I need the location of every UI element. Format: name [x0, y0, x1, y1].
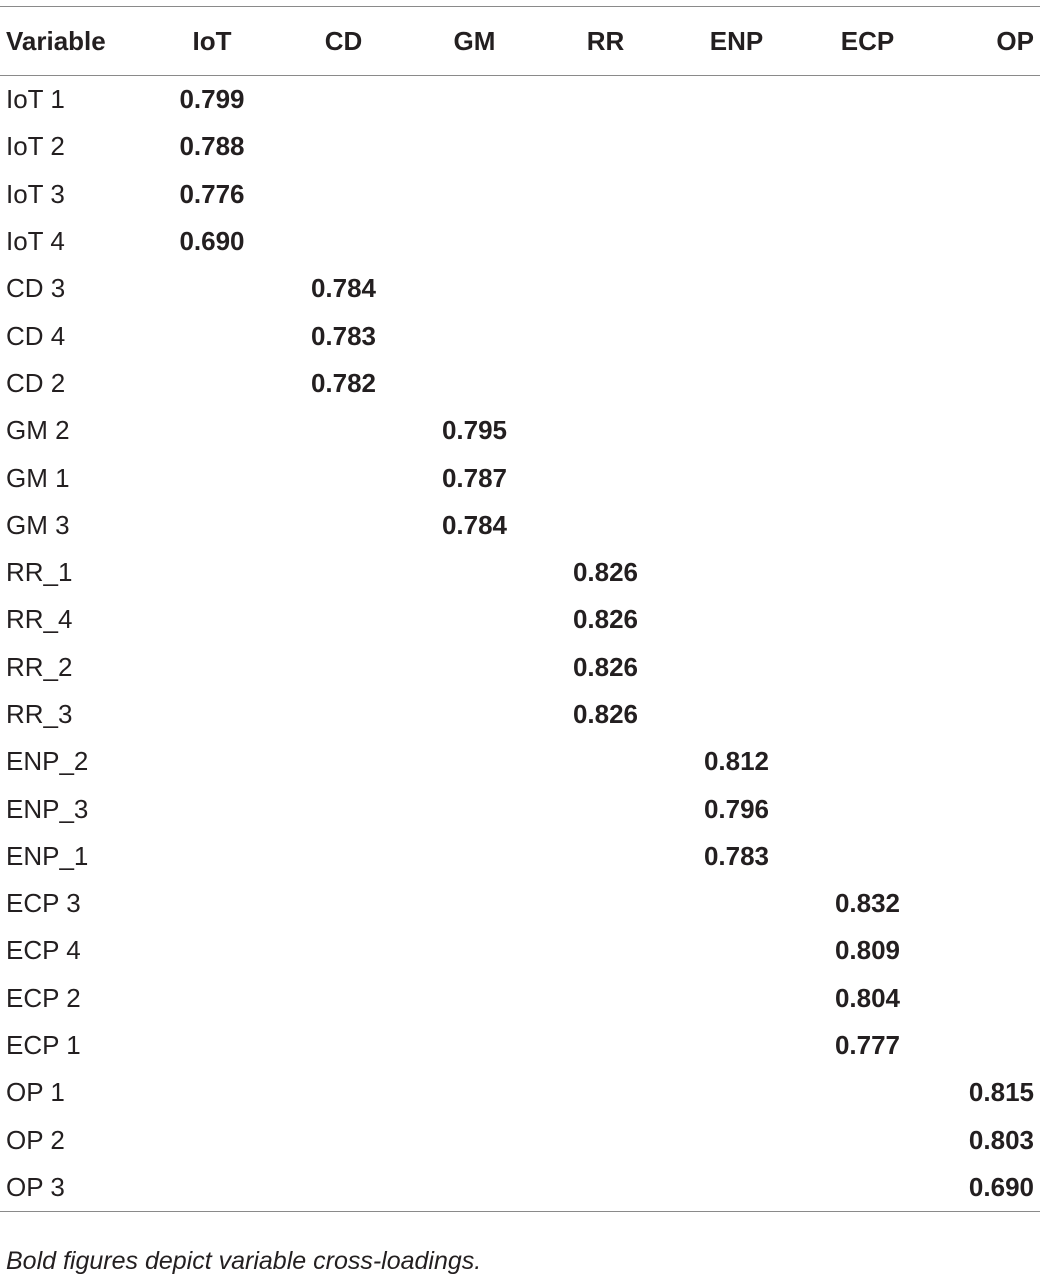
- empty-cell: [802, 1117, 933, 1164]
- empty-cell: [802, 691, 933, 738]
- loading-value: 0.690: [179, 226, 245, 257]
- empty-cell: [146, 1022, 278, 1069]
- loading-value: 0.782: [310, 367, 377, 398]
- empty-cell: [933, 454, 1040, 501]
- empty-cell: [933, 691, 1040, 738]
- empty-cell: [802, 596, 933, 643]
- empty-cell: [146, 1117, 278, 1164]
- empty-cell: [409, 927, 540, 974]
- empty-cell: [933, 596, 1040, 643]
- row-label: CD 2: [6, 367, 66, 398]
- empty-cell: [671, 927, 802, 974]
- empty-cell: [409, 596, 540, 643]
- empty-cell: [278, 927, 409, 974]
- table-row: [0, 1117, 1040, 1164]
- empty-cell: [671, 265, 802, 312]
- empty-cell: [540, 1117, 671, 1164]
- header-gm: GM: [453, 25, 496, 56]
- empty-cell: [933, 76, 1040, 124]
- empty-cell: [933, 265, 1040, 312]
- empty-cell: [146, 785, 278, 832]
- row-label: RR_2: [6, 651, 73, 682]
- empty-cell: [933, 502, 1040, 549]
- empty-cell: [802, 738, 933, 785]
- row-label: ECP 4: [6, 935, 81, 966]
- header-enp: ENP: [709, 25, 764, 56]
- empty-cell: [540, 218, 671, 265]
- empty-cell: [278, 549, 409, 596]
- loading-value: 0.788: [179, 131, 245, 162]
- empty-cell: [278, 76, 409, 124]
- table-row: [0, 218, 1040, 265]
- row-label: IoT 3: [6, 178, 65, 209]
- empty-cell: [540, 454, 671, 501]
- empty-cell: [671, 1022, 802, 1069]
- loading-value: 0.826: [572, 699, 639, 729]
- row-label: CD 4: [6, 320, 66, 351]
- empty-cell: [802, 644, 933, 691]
- empty-cell: [409, 1022, 540, 1069]
- table-row: [0, 549, 1040, 596]
- table-row: [0, 123, 1040, 170]
- table-row: [0, 927, 1040, 974]
- empty-cell: [540, 880, 671, 927]
- empty-cell: [540, 265, 671, 312]
- table-row: [0, 502, 1040, 549]
- empty-cell: [278, 1069, 409, 1116]
- empty-cell: [409, 880, 540, 927]
- empty-cell: [802, 1164, 933, 1212]
- row-label: OP 3: [6, 1171, 65, 1202]
- empty-cell: [409, 833, 540, 880]
- row-label: OP 1: [6, 1077, 65, 1108]
- empty-cell: [540, 407, 671, 454]
- empty-cell: [671, 880, 802, 927]
- empty-cell: [802, 454, 933, 501]
- row-label: ECP 1: [6, 1030, 81, 1061]
- table-row: [0, 265, 1040, 312]
- empty-cell: [933, 360, 1040, 407]
- empty-cell: [540, 123, 671, 170]
- empty-cell: [409, 975, 540, 1022]
- empty-cell: [671, 76, 802, 124]
- table-row: [0, 360, 1040, 407]
- loading-value: 0.787: [441, 462, 508, 493]
- empty-cell: [278, 975, 409, 1022]
- empty-cell: [409, 76, 540, 124]
- table-row: [0, 880, 1040, 927]
- loading-value: 0.777: [834, 1030, 901, 1061]
- loading-value: 0.796: [703, 793, 770, 824]
- row-label: RR_1: [6, 557, 73, 588]
- empty-cell: [146, 1069, 278, 1116]
- row-label: IoT 2: [6, 131, 65, 162]
- empty-cell: [146, 644, 278, 691]
- empty-cell: [540, 502, 671, 549]
- empty-cell: [540, 1069, 671, 1116]
- loading-value: 0.783: [310, 320, 377, 351]
- empty-cell: [146, 833, 278, 880]
- cross-loadings-table: [0, 6, 1040, 1212]
- empty-cell: [933, 171, 1040, 218]
- empty-cell: [146, 502, 278, 549]
- empty-cell: [278, 691, 409, 738]
- empty-cell: [671, 171, 802, 218]
- empty-cell: [802, 218, 933, 265]
- empty-cell: [146, 407, 278, 454]
- row-label: IoT 1: [6, 84, 65, 115]
- header-op: OP: [996, 25, 1034, 56]
- empty-cell: [671, 596, 802, 643]
- empty-cell: [671, 502, 802, 549]
- empty-cell: [540, 975, 671, 1022]
- loading-value: 0.795: [441, 415, 508, 446]
- table-row: [0, 691, 1040, 738]
- empty-cell: [278, 1117, 409, 1164]
- loading-value: 0.776: [179, 178, 245, 209]
- table-row: [0, 785, 1040, 832]
- empty-cell: [409, 644, 540, 691]
- empty-cell: [671, 407, 802, 454]
- empty-cell: [802, 312, 933, 359]
- loading-value: 0.826: [572, 651, 639, 682]
- row-label: ENP_1: [6, 840, 89, 871]
- empty-cell: [802, 76, 933, 124]
- empty-cell: [409, 738, 540, 785]
- loading-value: 0.690: [968, 1171, 1034, 1202]
- row-label: RR_4: [6, 604, 73, 635]
- empty-cell: [278, 454, 409, 501]
- empty-cell: [802, 785, 933, 832]
- empty-cell: [540, 312, 671, 359]
- empty-cell: [933, 927, 1040, 974]
- empty-cell: [671, 312, 802, 359]
- empty-cell: [802, 407, 933, 454]
- empty-cell: [146, 265, 278, 312]
- loading-value: 0.784: [310, 273, 377, 304]
- row-label: ECP 2: [6, 982, 81, 1013]
- empty-cell: [409, 123, 540, 170]
- row-label: GM 1: [6, 462, 70, 493]
- loading-value: 0.804: [834, 982, 901, 1013]
- loading-value: 0.832: [834, 888, 901, 919]
- empty-cell: [278, 407, 409, 454]
- row-label: CD 3: [6, 273, 66, 304]
- empty-cell: [146, 738, 278, 785]
- header-row: [0, 7, 1040, 76]
- empty-cell: [278, 502, 409, 549]
- empty-cell: [933, 549, 1040, 596]
- row-label: GM 2: [6, 415, 70, 446]
- empty-cell: [278, 785, 409, 832]
- empty-cell: [278, 596, 409, 643]
- empty-cell: [671, 218, 802, 265]
- empty-cell: [671, 1164, 802, 1212]
- empty-cell: [278, 738, 409, 785]
- empty-cell: [802, 123, 933, 170]
- empty-cell: [146, 596, 278, 643]
- table-row: [0, 644, 1040, 691]
- loading-value: 0.809: [834, 935, 901, 966]
- empty-cell: [671, 644, 802, 691]
- empty-cell: [409, 1117, 540, 1164]
- empty-cell: [146, 975, 278, 1022]
- empty-cell: [802, 265, 933, 312]
- empty-cell: [802, 360, 933, 407]
- loading-value: 0.803: [968, 1124, 1034, 1155]
- empty-cell: [540, 1164, 671, 1212]
- empty-cell: [409, 691, 540, 738]
- empty-cell: [671, 691, 802, 738]
- empty-cell: [278, 171, 409, 218]
- empty-cell: [409, 218, 540, 265]
- empty-cell: [146, 691, 278, 738]
- row-label: ENP_2: [6, 746, 89, 777]
- empty-cell: [671, 549, 802, 596]
- table-row: [0, 312, 1040, 359]
- loading-value: 0.799: [179, 84, 245, 115]
- empty-cell: [671, 975, 802, 1022]
- header-ecp: ECP: [840, 25, 895, 56]
- empty-cell: [540, 360, 671, 407]
- empty-cell: [540, 738, 671, 785]
- empty-cell: [933, 1022, 1040, 1069]
- empty-cell: [278, 880, 409, 927]
- header-rr: RR: [586, 25, 625, 56]
- empty-cell: [146, 549, 278, 596]
- table-row: [0, 454, 1040, 501]
- table-row: [0, 171, 1040, 218]
- loading-value: 0.815: [968, 1077, 1034, 1108]
- empty-cell: [933, 880, 1040, 927]
- empty-cell: [146, 927, 278, 974]
- empty-cell: [540, 785, 671, 832]
- empty-cell: [146, 1164, 278, 1212]
- empty-cell: [933, 738, 1040, 785]
- empty-cell: [278, 123, 409, 170]
- row-label: IoT 4: [6, 226, 65, 257]
- empty-cell: [933, 644, 1040, 691]
- table-row: [0, 76, 1040, 124]
- empty-cell: [278, 833, 409, 880]
- empty-cell: [409, 171, 540, 218]
- empty-cell: [540, 76, 671, 124]
- empty-cell: [278, 644, 409, 691]
- table-row: [0, 1022, 1040, 1069]
- table-row: [0, 1069, 1040, 1116]
- empty-cell: [933, 833, 1040, 880]
- empty-cell: [278, 1022, 409, 1069]
- loading-value: 0.812: [703, 746, 770, 777]
- empty-cell: [540, 927, 671, 974]
- empty-cell: [933, 123, 1040, 170]
- empty-cell: [933, 218, 1040, 265]
- table-row: [0, 975, 1040, 1022]
- empty-cell: [933, 785, 1040, 832]
- empty-cell: [146, 312, 278, 359]
- table-row: [0, 596, 1040, 643]
- empty-cell: [409, 549, 540, 596]
- empty-cell: [278, 1164, 409, 1212]
- empty-cell: [146, 360, 278, 407]
- row-label: OP 2: [6, 1124, 65, 1155]
- empty-cell: [802, 502, 933, 549]
- header-cd: CD: [324, 25, 363, 56]
- empty-cell: [409, 1164, 540, 1212]
- empty-cell: [671, 360, 802, 407]
- loading-value: 0.783: [703, 840, 770, 871]
- empty-cell: [146, 880, 278, 927]
- empty-cell: [540, 833, 671, 880]
- empty-cell: [409, 312, 540, 359]
- header-variable: Variable: [6, 25, 106, 56]
- table-row: [0, 738, 1040, 785]
- cross-loadings-table-container: [0, 6, 1040, 1212]
- table-header: [0, 7, 1040, 76]
- empty-cell: [409, 785, 540, 832]
- empty-cell: [933, 407, 1040, 454]
- row-label: GM 3: [6, 509, 70, 540]
- empty-cell: [802, 833, 933, 880]
- empty-cell: [278, 218, 409, 265]
- header-iot: IoT: [192, 25, 232, 56]
- empty-cell: [409, 360, 540, 407]
- table-footnote: Bold figures depict variable cross-loadings.: [6, 1247, 482, 1275]
- empty-cell: [933, 975, 1040, 1022]
- empty-cell: [409, 1069, 540, 1116]
- empty-cell: [802, 171, 933, 218]
- table-row: [0, 833, 1040, 880]
- row-label: ECP 3: [6, 888, 81, 919]
- table-row: [0, 1164, 1040, 1212]
- loading-value: 0.784: [441, 509, 508, 540]
- empty-cell: [802, 549, 933, 596]
- empty-cell: [540, 171, 671, 218]
- row-label: ENP_3: [6, 793, 89, 824]
- empty-cell: [671, 123, 802, 170]
- loading-value: 0.826: [572, 604, 639, 635]
- table-row: [0, 407, 1040, 454]
- empty-cell: [671, 454, 802, 501]
- empty-cell: [802, 1069, 933, 1116]
- empty-cell: [540, 1022, 671, 1069]
- empty-cell: [409, 265, 540, 312]
- empty-cell: [933, 312, 1040, 359]
- empty-cell: [146, 454, 278, 501]
- table-body: [0, 76, 1040, 1212]
- empty-cell: [671, 1069, 802, 1116]
- empty-cell: [671, 1117, 802, 1164]
- row-label: RR_3: [6, 699, 73, 729]
- loading-value: 0.826: [572, 557, 639, 588]
